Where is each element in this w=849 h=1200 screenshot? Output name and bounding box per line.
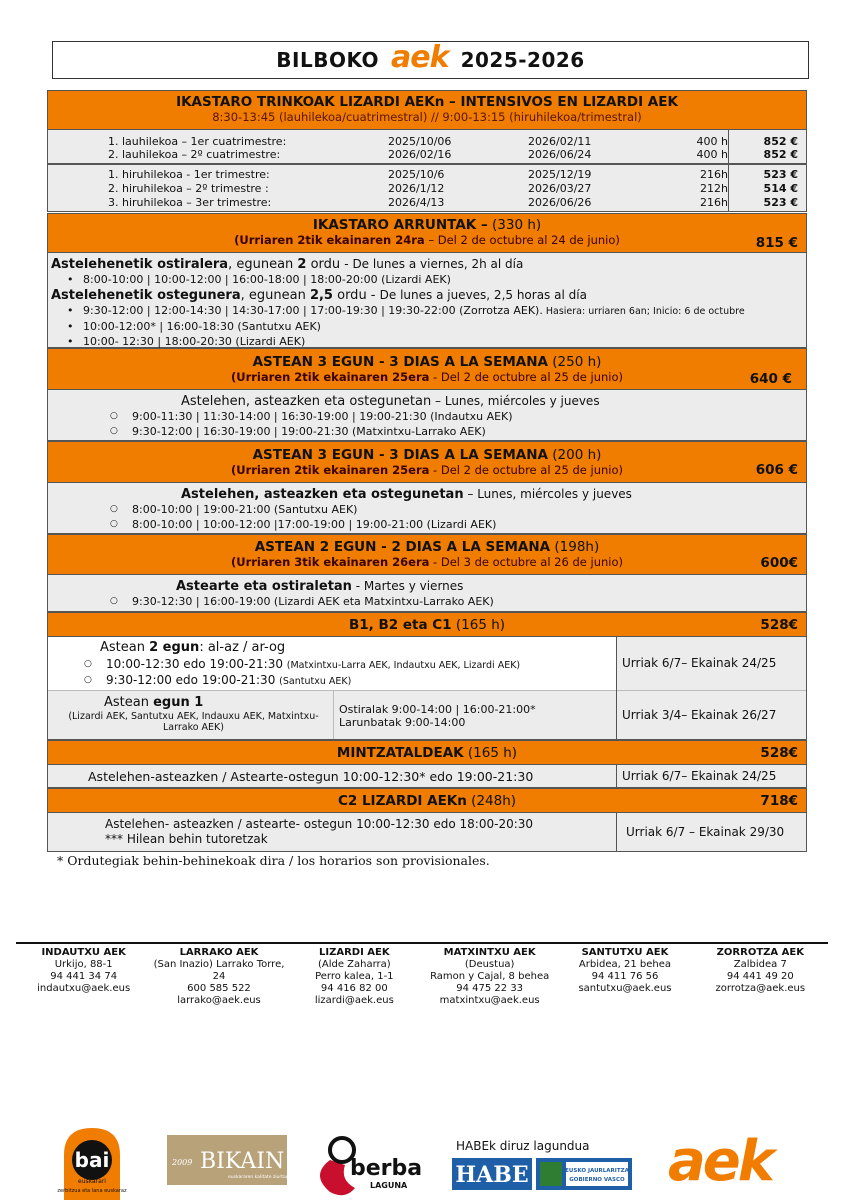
lead-b: 2 egun [149,640,200,655]
table-row [108,182,798,195]
row-name: 3. hiruhilekoa – 3er trimestre: [108,196,272,209]
contact-name: LARRAKO AEK [179,947,259,958]
row-end: 2026/02/11 [528,135,592,148]
lead-bold: Astelehenetik ostiralera [51,257,229,272]
b1c1-col-divider [616,637,617,740]
bikain-text: BIKAIN [200,1149,285,1174]
lead-a: Astean [104,695,154,710]
arruntak-title [48,217,806,233]
b1c1-r1-dates: Urriak 6/7– Ekainak 24/25 [622,656,777,670]
contact-larrako [151,947,286,1007]
bai-logo [57,1128,127,1200]
contact-name: ZORROTZA AEK [716,947,804,958]
a3-250-lead [181,394,600,409]
sub-rest: - Del 3 de octubre al 26 de junio) [429,555,623,569]
row-price: 852 € [763,148,798,161]
contact-name: SANTUTXU AEK [581,947,669,958]
contact-line: Perro kalea, 1-1 [315,971,394,982]
a3-250-header [47,348,807,390]
a3-250-subtitle [48,370,806,384]
b1c1-r2-schedule [339,703,536,729]
sub-bold: (Urriaren 2tik ekainaren 25era [230,463,430,477]
row-start: 2025/10/06 [388,135,452,148]
lead-num: 2 [297,257,307,272]
table-row [108,168,798,181]
mintza-header [47,740,807,765]
lead-b: egun 1 [153,695,204,710]
a3-200-lead [181,487,632,502]
row-hours: 216h [700,196,728,209]
row-hours: 212h [700,182,728,195]
row-name: 2. hiruhilekoa – 2º trimestre : [108,182,269,195]
arruntak-price: 815 € [755,235,798,251]
contact-line: Arbidea, 21 behea [578,959,672,970]
contact-email[interactable]: indautxu@aek.eus [37,983,131,994]
lead-es: – Lunes, miércoles y jueves [431,394,600,408]
item-text: 10:00-12:30 edo 19:00-21:30 [106,657,287,671]
contact-phone: 94 441 34 74 [50,971,118,982]
contact-email[interactable]: larrako@aek.eus [177,995,261,1006]
group-lead [51,257,801,272]
item-text: 9:30-12:00 | 12:00-14:30 | 14:30-17:00 | 17:00-19:30 | 19:30-22:00 (Zorrotza AEK). [83,304,543,317]
title-hours: (248h) [466,793,517,809]
contact-email[interactable]: matxintxu@aek.eus [439,995,540,1006]
row-end: 2026/03/27 [528,182,592,195]
schedule-line: Larunbatak 9:00-14:00 [339,716,466,729]
arruntak-body [47,253,807,348]
intensive-title: IKASTARO TRINKOAK LIZARDI AEKn – INTENSIVOS EN LIZARDI AEK [176,94,678,110]
b1c1-price: 528€ [760,617,798,633]
contact-line: (Deustua) [464,959,515,970]
list-item [59,303,806,319]
b1c1-r2-lead [104,695,203,710]
bikain-logo [167,1135,296,1185]
lead-bold: Astelehenetik ostegunera [51,288,241,303]
contacts-row [16,947,828,1007]
row-start: 2026/1/12 [388,182,445,195]
a2-198-price: 600€ [760,555,798,571]
sponsor-logos [0,1120,849,1200]
contact-name: MATXINTXU AEK [443,947,536,958]
lead-rest: ordu [306,257,345,272]
b1c1-title [48,617,806,633]
lead-num: 2,5 [309,288,333,303]
group-lead [51,288,806,303]
row-end: 2026/06/26 [528,196,592,209]
title-bold: C2 LIZARDI AEKn [337,793,467,809]
gov-emblem-icon [540,1162,562,1186]
contact-line: Ramon y Cajal, 8 behea [430,971,550,982]
list-item [76,673,520,689]
a3-250-title [48,354,806,370]
aek-footer-text: aek [668,1129,773,1194]
list-item: ○ 9:30-12:00 | 16:30-19:00 | 19:00-21:30 (Matxintxu-Larrako AEK) [102,424,513,439]
item-note: Hasiera: urriaren 6an; Inicio: 6 de octubre [542,306,745,317]
c2-divider [616,813,617,852]
row-price: 852 € [763,135,798,148]
sub-rest: - Del 2 de octubre al 25 de junio) [429,370,623,384]
schedule-list [59,272,801,287]
contact-line: Urkijo, 88-1 [54,959,113,970]
contact-matxintxu [422,947,557,1007]
c2-header [47,788,807,813]
arruntak-header [47,213,807,253]
arruntak-title-hours: (330 h) [487,217,542,233]
contact-phone: 600 585 522 [187,983,251,994]
a3-200-title [48,447,806,463]
lead-mid: , egunean [240,288,310,303]
footnote: * Ordutegiak behin-behinekoak dira / los horarios son provisionales. [57,853,490,868]
c2-dates: Urriak 6/7 – Ekainak 29/30 [626,825,785,839]
bai-sub2: zerbitzua eta lana euskaraz [57,1188,127,1194]
row-start: 2026/02/16 [388,148,452,161]
list-item: ○ 9:30-12:30 | 16:00-19:00 (Lizardi AEK eta Matxintxu-Larrako AEK) [102,594,494,609]
lead-es: De lunes a jueves, 2,5 horas al día [379,288,587,302]
item-text: 9:30-12:00 edo 19:00-21:30 [106,673,280,687]
contact-phone: 94 411 76 56 [591,971,659,982]
b1c1-r1-lead [100,640,285,655]
lead-es: – Lunes, miércoles y jueves [463,487,632,501]
arruntak-sub-bold: (Urriaren 2tik ekainaren 24ra [234,233,425,247]
gov-text-1: EUSKO JAURLARITZA [565,1168,629,1174]
lead-es: - Martes y viernes [351,579,464,593]
a2-198-body [47,575,807,612]
aek-logo: aek [391,40,449,75]
contact-phone: 94 416 82 00 [320,983,388,994]
table-row [108,135,798,148]
contact-zorrotza [693,947,828,1007]
page-title-box [52,41,809,79]
berba-laguna-logo [320,1138,422,1195]
list-item: ○ 9:00-11:30 | 11:30-14:00 | 16:30-19:00 | 19:00-21:30 (Indautxu AEK) [102,409,513,424]
row-price: 523 € [763,168,798,181]
title-hours: (250 h) [547,354,602,370]
a3-200-header [47,441,807,483]
c2-schedule: Astelehen- asteazken / astearte- ostegun 10:00-12:30 edo 18:00-20:30 [105,817,534,831]
item-sites: (Santutxu AEK) [279,676,352,687]
row-hours: 400 h [696,148,728,161]
lead-a: Astean [100,640,150,655]
title-hours: (198h) [550,539,600,555]
table-row [108,196,798,209]
c2-title [48,793,806,809]
footer-rule [16,942,828,944]
berba-text: berba [350,1156,423,1181]
a3-250-body [47,390,807,441]
title-hours: (200 h) [547,447,602,463]
title-left: BILBOKO [276,48,380,72]
b1c1-r2-sites: (Lizardi AEK, Santutxu AEK, Indauxu AEK, Matxintxu-Larrako AEK) [68,711,319,733]
table-row [108,148,798,161]
row-hours: 216h [700,168,728,181]
b1c1-r2-dates: Urriak 3/4– Ekainak 26/27 [622,708,777,722]
gov-text-2: GOBIERNO VASCO [569,1177,625,1183]
bikain-sub: euskararen kalitate ziurtagiria [228,1175,296,1180]
bikain-year: 2009 [172,1158,193,1167]
arruntak-title-bold: IKASTARO ARRUNTAK – [312,217,488,233]
lead-text: Astearte eta ostiraletan [176,579,352,594]
row-start: 2025/10/6 [388,168,445,181]
b1c1-row-divider [48,690,806,691]
bai-text: bai [74,1148,110,1172]
schedule-list [102,502,496,532]
contact-lizardi [287,947,422,1007]
habe-text: HABE [455,1162,529,1188]
a3-200-subtitle [48,463,806,477]
lead-text: Astelehen, asteazken eta ostegunetan [181,487,464,502]
row-name: 1. hiruhilekoa - 1er trimestre: [108,168,270,181]
a2-198-subtitle [48,555,806,569]
list-item: ○ 8:00-10:00 | 10:00-12:00 |17:00-19:00 | 19:00-21:00 (Lizardi AEK) [102,517,496,532]
row-end: 2025/12/19 [528,168,592,181]
contact-line: (Alde Zaharra) [317,959,391,970]
a3-250-price: 640 € [749,371,792,387]
a3-200-price: 606 € [755,462,798,478]
c2-rows [105,817,533,847]
b1c1-inner-divider [333,691,334,739]
row-price: 514 € [763,182,798,195]
lead-es: - De lunes a viernes, 2h al día [344,257,524,271]
sub-bold: (Urriaren 3tik ekainaren 26era [230,555,430,569]
list-item: ○ 8:00-10:00 | 19:00-21:00 (Santutxu AEK) [102,502,496,517]
aek-footer-logo [668,1129,779,1194]
bai-sub1: euskarari [78,1178,106,1185]
list-item: • 8:00-10:00 | 10:00-12:00 | 16:00-18:00 | 18:00-20:00 (Lizardi AEK) [59,272,801,287]
b1c1-r1-list [76,657,520,689]
contact-line: Zalbidea 7 [733,959,787,970]
a3-200-body [47,483,807,534]
contact-email[interactable]: lizardi@aek.eus [314,995,394,1006]
row-hours: 400 h [696,135,728,148]
lead-c: : al-az / ar-og [199,640,286,655]
list-item: • 10:00-12:00* | 16:00-18:30 (Santutxu AEK) [59,319,806,334]
title-hours: (165 h) [451,617,506,633]
sub-rest: - Del 2 de octubre al 25 de junio) [429,463,623,477]
schedule-list [59,303,806,349]
title-bold: MINTZATALDEAK [336,745,464,761]
contact-email[interactable]: zorrotza@aek.eus [715,983,806,994]
contact-line: (San Inazio) Larrako Torre, 24 [153,959,285,982]
habe-caption: HABEk diruz lagundua [456,1139,590,1153]
row-price: 523 € [763,196,798,209]
title-bold: ASTEAN 3 EGUN - 3 DIAS A LA SEMANA [252,447,548,463]
habe-logo [452,1139,632,1190]
a2-198-title [48,539,806,555]
arruntak-subtitle [48,233,806,247]
row-end: 2026/06/24 [528,148,592,161]
contact-email[interactable]: santutxu@aek.eus [578,983,672,994]
lead-rest: ordu - [332,288,380,303]
logos-row [0,1120,849,1200]
berba-sub: LAGUNA [370,1181,408,1190]
contact-phone: 94 441 49 20 [726,971,794,982]
a2-198-lead [176,579,463,594]
intensive-subtitle: 8:30-13:45 (lauhilekoa/cuatrimestral) // 9:00-13:15 (hiruhilekoa/trimestral) [212,110,642,124]
title-bold: B1, B2 eta C1 [348,617,452,633]
arruntak-sub-rest: – Del 2 de octubre al 24 de junio) [424,233,620,247]
title-year: 2025-2026 [460,48,585,72]
mintza-row: Astelehen-asteazken / Astearte-ostegun 10:00-12:30* edo 19:00-21:30 [88,769,534,784]
c2-tutoring: *** Hilean behin tutoretzak [105,832,268,846]
item-sites: (Matxintxu-Larra AEK, Indautxu AEK, Lizardi AEK) [286,660,521,671]
mintza-title [48,745,806,761]
arruntak-group-2 [51,288,806,349]
mintza-dates: Urriak 6/7– Ekainak 24/25 [622,769,777,783]
row-name: 1. lauhilekoa – 1er cuatrimestre: [108,135,287,148]
title-bold: ASTEAN 2 EGUN - 2 DIAS A LA SEMANA [254,539,551,555]
row-start: 2026/4/13 [388,196,445,209]
contact-indautxu [16,947,151,1007]
intensive-header [47,90,807,130]
contact-name: INDAUTXU AEK [41,947,126,958]
schedule-line: Ostiralak 9:00-14:00 | 16:00-21:00* [339,703,536,716]
c2-price: 718€ [760,793,798,809]
sub-bold: (Urriaren 2tik ekainaren 25era [230,370,430,384]
lead-text: Astelehen, asteazken eta ostegunetan [181,394,432,409]
schedule-list [102,594,494,609]
lead-mid: , egunean [228,257,298,272]
row-name: 2. lauhilekoa – 2º cuatrimestre: [108,148,281,161]
title-hours: (165 h) [463,745,518,761]
list-item: • 10:00- 12:30 | 18:00-20:30 (Lizardi AEK) [59,334,806,349]
contact-phone: 94 475 22 33 [456,983,524,994]
a2-198-header [47,534,807,575]
b1c1-header [47,612,807,637]
mintza-divider [616,765,617,788]
mintza-price: 528€ [760,745,798,761]
arruntak-group-1 [51,257,801,287]
list-item [76,657,520,673]
contact-santutxu [557,947,692,1007]
title-bold: ASTEAN 3 EGUN - 3 DIAS A LA SEMANA [252,354,548,370]
schedule-list [102,409,513,439]
contact-name: LIZARDI AEK [319,947,390,958]
